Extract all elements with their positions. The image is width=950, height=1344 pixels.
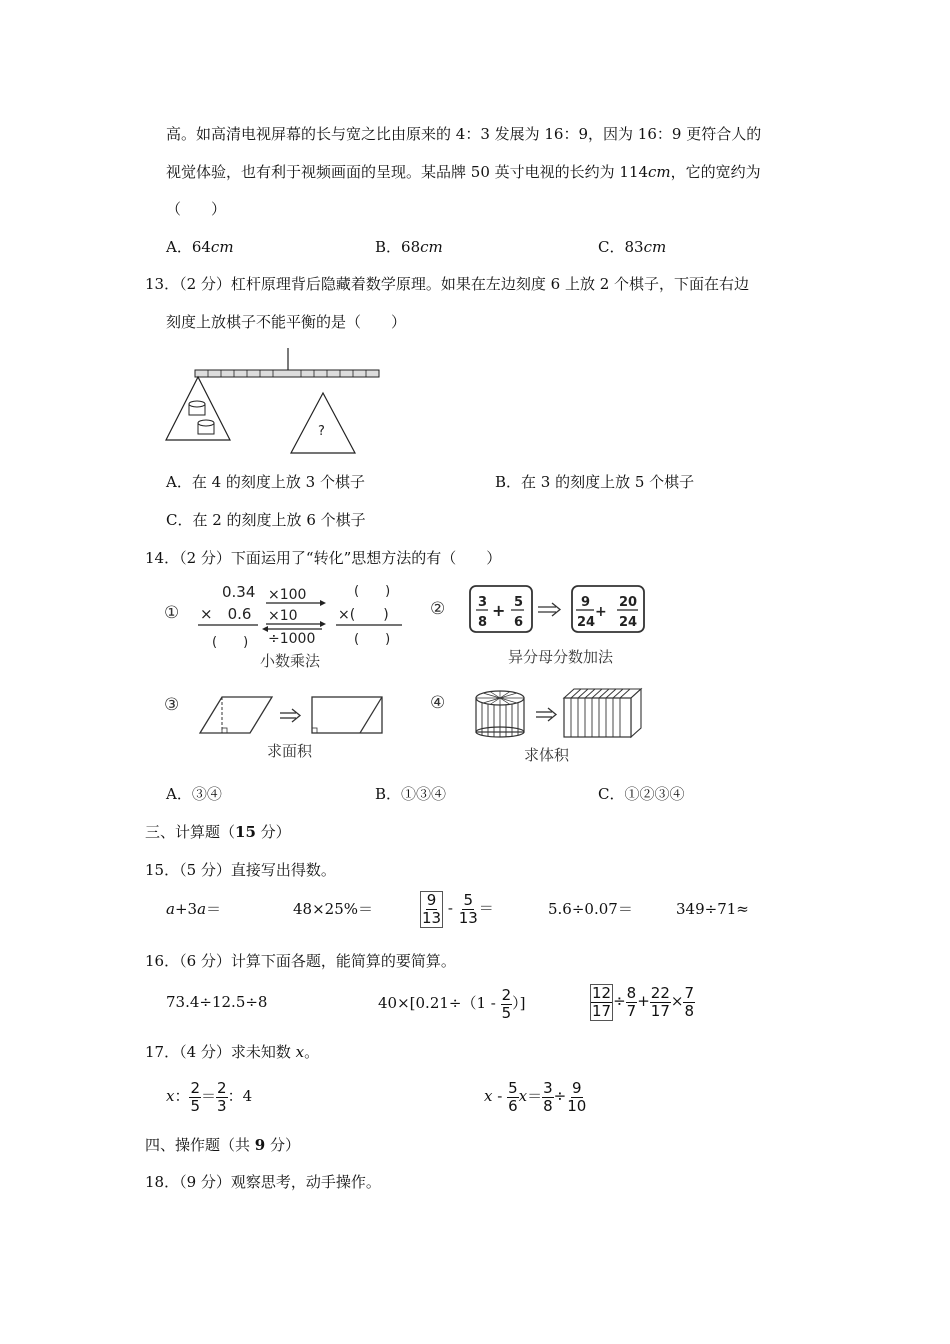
figure-3-area-transform [160,688,400,766]
q17-equation-1: x： $\frac{2}{5}$ ＝ $\frac{2}{3}$ ：4 [166,1078,253,1115]
q14-option-c[interactable]: C．①②③④ [598,785,685,803]
caption-volume: 求体积 [524,746,570,764]
svg-text:24: 24 [577,615,596,630]
svg-text:+: + [595,604,607,620]
svg-text:24: 24 [619,615,638,630]
q16-expr-3: $\frac{12}{17}$ ÷ $\frac{8}{7}$ + $\frac{22}{17}$ × $\frac{7}{8}$ [592,983,695,1020]
q18-line1: 18．（9 分）观察思考，动手操作。 [145,1173,381,1191]
caption-decimal-multiplication: 小数乘法 [260,652,321,670]
q12-option-a[interactable]: A．64cm [166,238,234,256]
q12-option-b[interactable]: B．68cm [375,238,443,256]
q14-option-b[interactable]: B．①③④ [375,785,447,803]
figure-number: ② [430,599,446,619]
parallelogram-shape [200,697,272,733]
step-divide-1000: ÷1000 [268,631,316,647]
q13-option-b[interactable]: B．在 3 的刻度上放 5 个棋子 [495,473,695,491]
lever-figure [160,345,390,460]
step-times-100: ×100 [268,587,307,603]
q12-line2: 视觉体验，也有利于视频画面的呈现。某品牌 50 英寸电视的长约为 114cm，它的宽约为 [166,163,761,181]
cylinder-shape [476,691,524,737]
multiplier: × 0.6 [200,605,252,623]
q13-option-c[interactable]: C．在 2 的刻度上放 6 个棋子 [166,511,366,529]
figure-number: ③ [164,695,180,715]
q15-expr-3: $\frac{9}{13}$ - $\frac{5}{13}$ ＝ [422,890,494,927]
q12-option-c[interactable]: C．83cm [598,238,667,256]
step-times-10: ×10 [268,608,298,624]
q16-expr-2: 40×[0.21÷（1 - $\frac{2}{5}$ ）] [378,985,526,1022]
section-4-heading: 四、操作题（共 9 分） [145,1136,300,1154]
q16-expr-1: 73.4÷12.5÷8 [166,993,268,1011]
double-arrow-icon [538,603,560,616]
chess-piece-icon [189,401,205,415]
figure-2-fraction-addition [426,580,656,670]
double-arrow-icon [280,709,300,722]
q15-expr-4: 5.6÷0.07＝ [548,900,633,918]
q17-equation-2: x - $\frac{5}{6}$ x＝ $\frac{3}{8}$ ÷ $\frac{9}{10}$ [484,1078,587,1115]
figure-1-decimal-multiplication [160,580,410,675]
svg-text:20: 20 [619,595,638,610]
q12-line1: 高。如高清电视屏幕的长与宽之比由原来的 4：3 发展为 16：9，因为 16：9 更符合人的 [166,125,762,143]
svg-text:8: 8 [478,615,488,630]
svg-text:5: 5 [514,595,524,610]
caption-fraction-addition: 异分母分数加法 [508,648,614,666]
result-paren-2: ×( ) [338,607,389,623]
q16-line1: 16．（6 分）计算下面各题，能简算的要简算。 [145,952,456,970]
double-arrow-icon [536,708,556,721]
q12-answer-paren: （ ） [166,200,227,218]
chess-piece-icon [198,420,214,434]
figure-number: ④ [430,693,446,713]
multiplicand: 0.34 [222,583,256,601]
result-paren-3: ( ) [354,632,391,647]
figure-number: ① [164,603,180,623]
question-mark: ? [318,424,325,439]
caption-area: 求面积 [267,742,313,760]
section-3-heading: 三、计算题（15 分） [145,823,291,841]
svg-text:+: + [492,601,506,620]
figure-4-volume-transform [426,686,656,770]
cuboid-shape [564,689,641,737]
q17-line1: 17．（4 分）求未知数 x。 [145,1043,320,1061]
q14-line1: 14．（2 分）下面运用了“转化”思想方法的有（ ） [145,549,502,567]
q15-expr-2: 48×25%＝ [293,900,373,918]
svg-text:9: 9 [581,595,591,610]
q15-line1: 15．（5 分）直接写出得数。 [145,861,336,879]
result-paren-1: ( ) [354,584,391,599]
q15-expr-1: a+3a＝ [166,900,222,918]
q13-option-a[interactable]: A．在 4 的刻度上放 3 个棋子 [166,473,365,491]
svg-text:3: 3 [478,595,488,610]
q14-option-a[interactable]: A．③④ [166,785,222,803]
right-pan [291,393,355,453]
q13-line2: 刻度上放棋子不能平衡的是（ ） [166,313,407,331]
product-paren: ( ) [212,635,249,650]
q13-line1: 13．（2 分）杠杆原理背后隐藏着数学原理。如果在左边刻度 6 上放 2 个棋子，下面在右边 [145,275,750,293]
q15-expr-5: 349÷71≈ [676,900,749,918]
svg-text:6: 6 [514,615,524,630]
